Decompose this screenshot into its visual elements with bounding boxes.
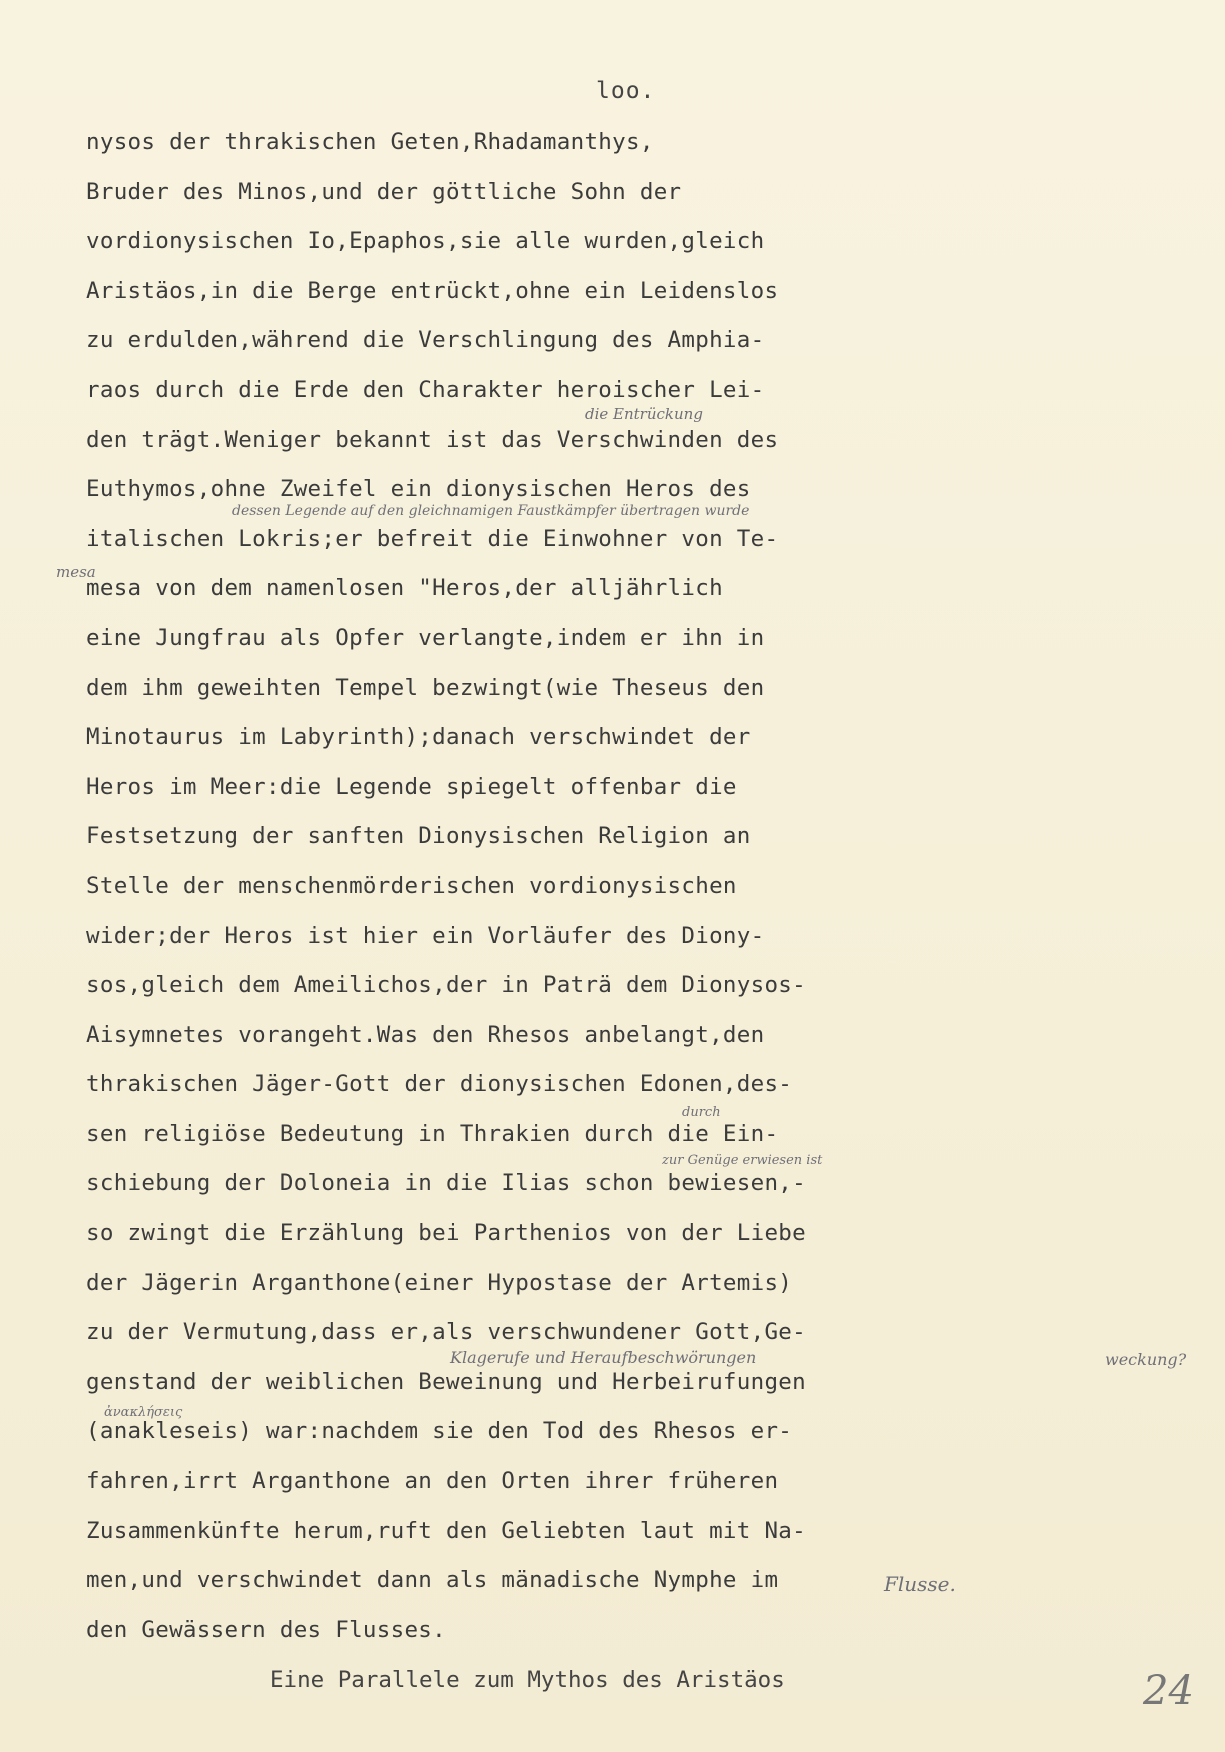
handwritten-note: Klagerufe und Heraufbeschwörungen bbox=[450, 1348, 757, 1367]
text-line: Stelle der menschenmörderischen vordionysischen bbox=[86, 872, 737, 899]
handwritten-note: mesa bbox=[56, 563, 96, 581]
text-line: genstand der weiblichen Beweinung und Herbeirufungen bbox=[86, 1368, 806, 1395]
text-line: Minotaurus im Labyrinth);danach verschwindet der bbox=[86, 724, 751, 751]
text-line: Zusammenkünfte herum,ruft den Geliebten laut mit Na- bbox=[86, 1517, 806, 1544]
closing-line: Eine Parallele zum Mythos des Aristäos bbox=[270, 1667, 785, 1693]
text-line: Euthymos,ohne Zweifel ein dionysischen Heros des bbox=[86, 476, 751, 503]
handwritten-note: dessen Legende auf den gleichnamigen Faustkämpfer übertragen wurde bbox=[232, 503, 750, 519]
handwritten-note: weckung? bbox=[1105, 1350, 1187, 1369]
text-line: sen religiöse Bedeutung in Thrakien durch die Ein- bbox=[86, 1120, 779, 1147]
text-line: den Gewässern des Flusses. bbox=[86, 1616, 446, 1643]
text-line: (anakleseis) war:nachdem sie den Tod des Rhesos er- bbox=[86, 1418, 793, 1445]
text-line: der Jägerin Arganthone(einer Hypostase der Artemis) bbox=[86, 1269, 793, 1296]
text-line: den trägt.Weniger bekannt ist das Verschwinden des bbox=[86, 426, 779, 453]
text-line: vordionysischen Io,Epaphos,sie alle wurden,gleich bbox=[86, 228, 765, 255]
handwritten-note: ἀνακλήσεις bbox=[104, 1405, 183, 1420]
text-line: so zwingt die Erzählung bei Parthenios von der Liebe bbox=[86, 1220, 806, 1247]
text-line: zu erdulden,während die Verschlingung des Amphia- bbox=[86, 327, 765, 354]
text-line: wider;der Heros ist hier ein Vorläufer des Diony- bbox=[86, 922, 765, 949]
text-line: nysos der thrakischen Geten,Rhadamanthys, bbox=[86, 129, 654, 155]
text-line: men,und verschwindet dann als mänadische Nymphe im bbox=[86, 1567, 779, 1594]
text-line: Bruder des Minos,und der göttliche Sohn der bbox=[86, 178, 682, 205]
handwritten-note: zur Genüge erwiesen ist bbox=[662, 1153, 823, 1168]
folio-number: 24 bbox=[1143, 1668, 1194, 1714]
text-line: sos,gleich dem Ameilichos,der in Paträ dem Dionysos- bbox=[86, 972, 806, 999]
text-line: schiebung der Doloneia in die Ilias schon bewiesen,- bbox=[86, 1170, 806, 1197]
text-line: Festsetzung der sanften Dionysischen Religion an bbox=[86, 823, 751, 850]
handwritten-note: Flusse. bbox=[884, 1572, 956, 1596]
text-line: raos durch die Erde den Charakter heroischer Lei- bbox=[86, 376, 765, 403]
page-number: loo. bbox=[596, 78, 656, 104]
text-line: thrakischen Jäger-Gott der dionysischen Edonen,des- bbox=[86, 1071, 793, 1098]
text-line: zu der Vermutung,dass er,als verschwundener Gott,Ge- bbox=[86, 1319, 806, 1346]
text-line: dem ihm geweihten Tempel bezwingt(wie Theseus den bbox=[86, 674, 765, 701]
text-line: mesa von dem namenlosen "Heros,der alljährlich bbox=[86, 575, 723, 602]
text-line: eine Jungfrau als Opfer verlangte,indem er ihn in bbox=[86, 624, 765, 651]
text-line: Aisymnetes vorangeht.Was den Rhesos anbelangt,den bbox=[86, 1021, 765, 1048]
text-line: Aristäos,in die Berge entrückt,ohne ein Leidenslos bbox=[86, 277, 779, 304]
text-line: Heros im Meer:die Legende spiegelt offenbar die bbox=[86, 773, 737, 800]
body-text bbox=[86, 122, 1086, 1659]
text-line: fahren,irrt Arganthone an den Orten ihrer früheren bbox=[86, 1468, 779, 1495]
handwritten-note: durch bbox=[682, 1105, 721, 1120]
handwritten-note: die Entrückung bbox=[585, 405, 703, 423]
text-line: italischen Lokris;er befreit die Einwohner von Te- bbox=[86, 525, 779, 552]
